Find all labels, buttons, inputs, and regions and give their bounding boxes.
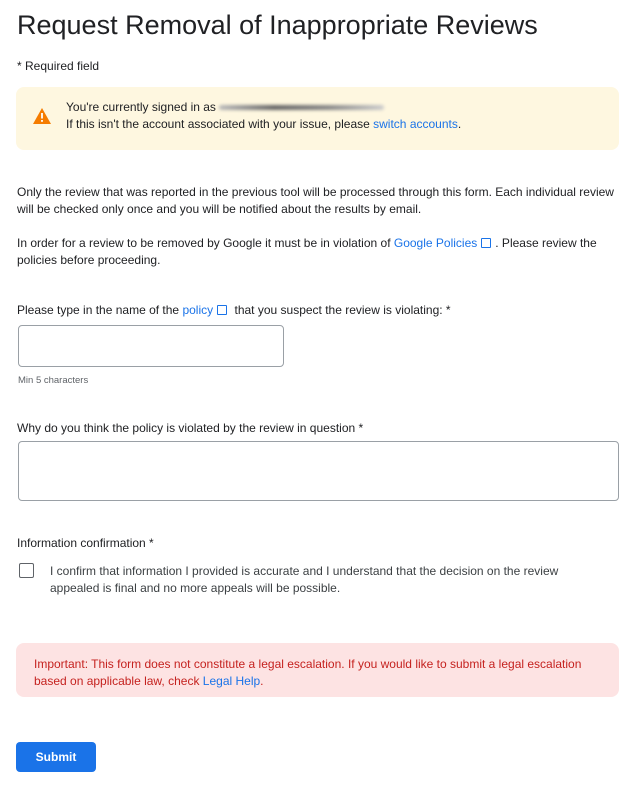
confirm-checkbox[interactable] xyxy=(19,563,34,578)
legal-escalation-notice xyxy=(16,643,619,697)
min-characters-hint: Min 5 characters xyxy=(18,375,89,386)
policy-name-input[interactable] xyxy=(18,325,284,367)
policy-paragraph xyxy=(17,235,619,269)
google-policies-link[interactable] xyxy=(394,236,495,250)
why-violated-textarea[interactable] xyxy=(18,441,619,501)
confirmation-label: Information confirmation * xyxy=(17,536,154,550)
confirm-checkbox-text: I confirm that information I provided is accurate and I understand that the decision on the review appealed is final and no more appeals will be possible. xyxy=(50,564,559,595)
page-title: Request Removal of Inappropriate Reviews xyxy=(17,10,538,40)
policy-label-text: Please type in the name of the xyxy=(17,303,180,317)
policy-paragraph-text: In order for a review to be removed by Google it must be in violation of xyxy=(17,236,391,250)
warning-icon xyxy=(33,108,51,124)
switch-accounts-link[interactable]: switch accounts xyxy=(373,117,458,131)
external-link-icon xyxy=(217,305,227,315)
external-link-icon xyxy=(481,238,491,248)
signed-in-text: You're currently signed in as xyxy=(66,100,216,114)
account-hint: If this isn't the account associated with your issue, please xyxy=(66,117,370,131)
legal-notice-text: Important: This form does not constitute a legal escalation. If you would like to submit a legal escalation based on applicable law, check xyxy=(34,657,582,688)
required-note: * Required field xyxy=(17,59,100,73)
period: . xyxy=(457,117,462,131)
policy-label xyxy=(17,302,451,319)
period: . xyxy=(260,674,264,688)
policy-link-label[interactable]: policy xyxy=(182,303,214,317)
why-label: Why do you think the policy is violated by the review in question * xyxy=(17,421,364,435)
intro-paragraph: Only the review that was reported in the previous tool will be processed through this form. Each individual review will be checked only once and you will be notified about the results by email. xyxy=(17,185,614,216)
redacted-account xyxy=(219,105,384,110)
policy-link[interactable] xyxy=(182,303,231,317)
google-policies-link-label[interactable]: Google Policies xyxy=(393,236,478,250)
account-warning-banner xyxy=(16,87,619,150)
policy-paragraph-end: . Please review the policies before proceeding. xyxy=(17,236,597,267)
legal-help-link[interactable]: Legal Help xyxy=(202,674,261,688)
policy-label-end: that you suspect the review is violating: * xyxy=(234,303,451,317)
submit-button[interactable]: Submit xyxy=(16,742,96,772)
